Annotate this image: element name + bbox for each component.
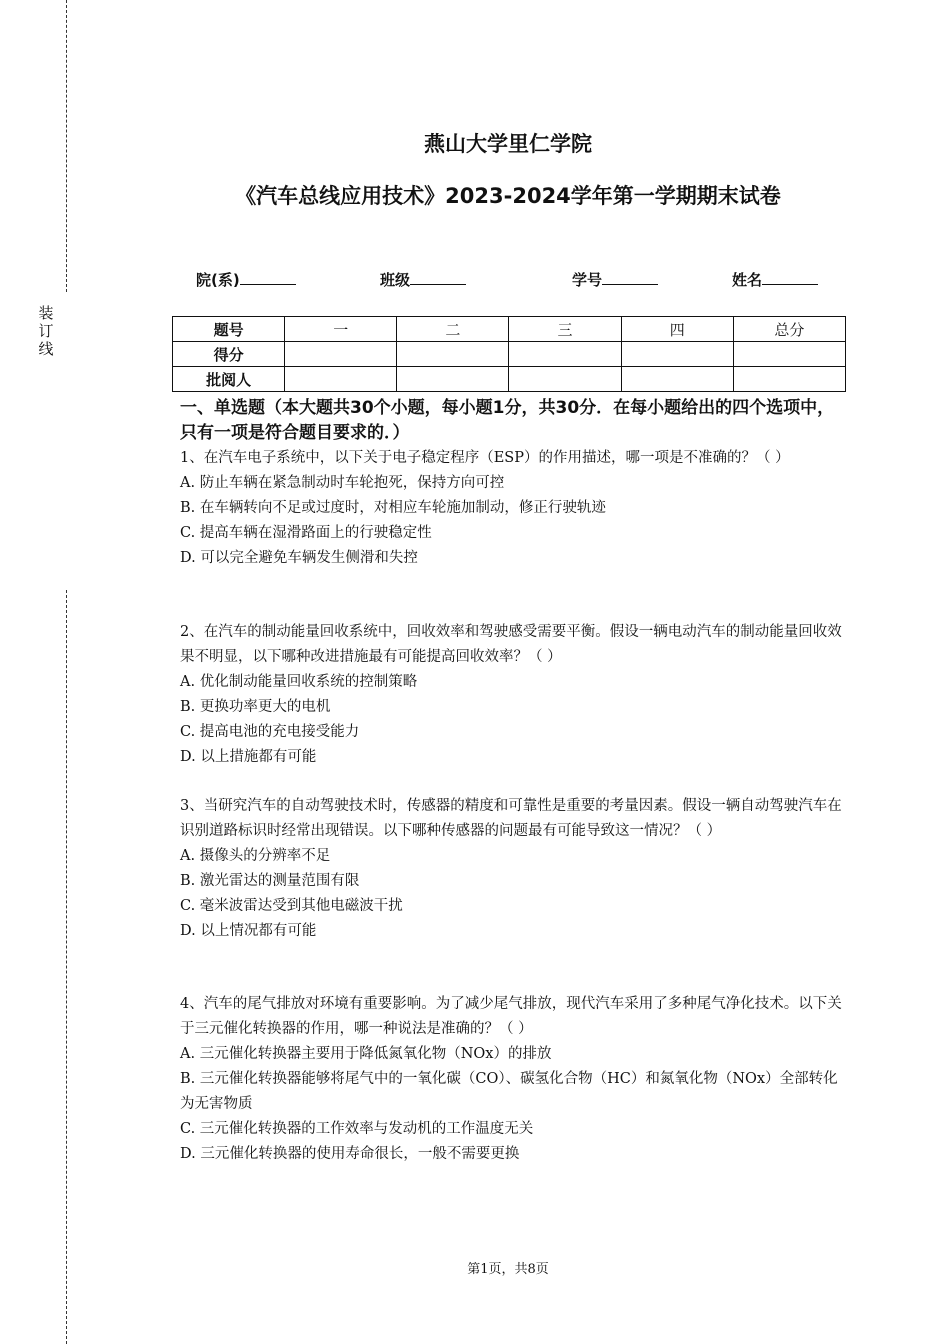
score-cell[interactable]: [285, 342, 397, 367]
grader-cell[interactable]: [397, 367, 509, 392]
student-id-field[interactable]: [572, 269, 658, 290]
grader-cell[interactable]: [509, 367, 621, 392]
name-label: 姓名: [732, 271, 763, 289]
department-label: 院(系): [196, 271, 240, 289]
question-stem: 4、汽车的尾气排放对环境有重要影响。为了减少尾气排放，现代汽车采用了多种尾气净化技术。以下关于三元催化转换器的作用，哪一种说法是准确的？（ ）: [180, 996, 842, 1037]
binding-char: 订: [38, 322, 54, 340]
department-field[interactable]: [196, 269, 296, 290]
class-field[interactable]: [380, 269, 466, 290]
score-row: [173, 342, 846, 367]
grader-cell[interactable]: [733, 367, 845, 392]
question-option[interactable]: D. 三元催化转换器的使用寿命很长，一般不需要更换: [180, 1146, 520, 1162]
binding-char: 线: [38, 340, 54, 358]
score-table-header: 一: [285, 317, 397, 342]
question-2: [180, 620, 842, 770]
question-1: [180, 446, 842, 571]
binding-label: [36, 304, 56, 358]
score-table: [172, 316, 846, 392]
school-name: 燕山大学里仁学院: [424, 132, 592, 156]
question-option[interactable]: B. 三元催化转换器能够将尾气中的一氧化碳（CO）、碳氢化合物（HC）和氮氧化物（NOx）全部转化为无害物质: [180, 1071, 838, 1112]
score-cell[interactable]: [621, 342, 733, 367]
grader-cell[interactable]: [285, 367, 397, 392]
department-blank[interactable]: [240, 270, 296, 285]
question-option[interactable]: B. 在车辆转向不足或过度时，对相应车轮施加制动，修正行驶轨迹: [180, 500, 606, 516]
student-id-blank[interactable]: [602, 270, 658, 285]
grader-row: [173, 367, 846, 392]
section-heading: 一、单选题（本大题共30个小题，每小题1分，共30分．在每小题给出的四个选项中，只有一项是符合题目要求的．）: [180, 398, 835, 443]
student-id-label: 学号: [572, 271, 603, 289]
question-option[interactable]: A. 防止车辆在紧急制动时车轮抱死，保持方向可控: [180, 475, 505, 491]
question-stem: 2、在汽车的制动能量回收系统中，回收效率和驾驶感受需要平衡。假设一辆电动汽车的制动能量回收效果不明显，以下哪种改进措施最有可能提高回收效率？（ ）: [180, 624, 842, 665]
question-option[interactable]: C. 提高电池的充电接受能力: [180, 724, 360, 740]
score-cell[interactable]: [733, 342, 845, 367]
question-option[interactable]: C. 三元催化转换器的工作效率与发动机的工作温度无关: [180, 1121, 534, 1137]
question-option[interactable]: D. 可以完全避免车辆发生侧滑和失控: [180, 550, 418, 566]
binding-char: 装: [38, 304, 54, 322]
score-table-header: 题号: [173, 317, 285, 342]
score-table-header-row: [173, 317, 846, 342]
question-option[interactable]: D. 以上措施都有可能: [180, 749, 317, 765]
score-table-header: 三: [509, 317, 621, 342]
question-3: [180, 794, 842, 944]
class-blank[interactable]: [410, 270, 466, 285]
question-option[interactable]: A. 摄像头的分辨率不足: [180, 848, 331, 864]
score-table-header: 四: [621, 317, 733, 342]
binding-line-bottom: [66, 590, 67, 1344]
name-field[interactable]: [732, 269, 818, 290]
score-row-label: 得分: [173, 342, 285, 367]
class-label: 班级: [380, 271, 411, 289]
page-number: 第1页，共8页: [467, 1262, 549, 1277]
question-option[interactable]: C. 毫米波雷达受到其他电磁波干扰: [180, 898, 403, 914]
question-option[interactable]: B. 激光雷达的测量范围有限: [180, 873, 360, 889]
question-stem: 1、在汽车电子系统中，以下关于电子稳定程序（ESP）的作用描述，哪一项是不准确的？（ ）: [180, 450, 790, 466]
score-cell[interactable]: [397, 342, 509, 367]
score-table-header: 二: [397, 317, 509, 342]
exam-title: 《汽车总线应用技术》2023-2024学年第一学期期末试卷: [235, 184, 781, 208]
name-blank[interactable]: [762, 270, 818, 285]
question-option[interactable]: D. 以上情况都有可能: [180, 923, 317, 939]
grader-row-label: 批阅人: [173, 367, 285, 392]
question-option[interactable]: A. 三元催化转换器主要用于降低氮氧化物（NOx）的排放: [180, 1046, 552, 1062]
question-stem: 3、当研究汽车的自动驾驶技术时，传感器的精度和可靠性是重要的考量因素。假设一辆自动驾驶汽车在识别道路标识时经常出现错误。以下哪种传感器的问题最有可能导致这一情况？（ ）: [180, 798, 842, 839]
question-option[interactable]: A. 优化制动能量回收系统的控制策略: [180, 674, 418, 690]
question-4: [180, 992, 842, 1167]
question-option[interactable]: B. 更换功率更大的电机: [180, 699, 331, 715]
question-option[interactable]: C. 提高车辆在湿滑路面上的行驶稳定性: [180, 525, 432, 541]
grader-cell[interactable]: [621, 367, 733, 392]
score-cell[interactable]: [509, 342, 621, 367]
score-table-header: 总分: [733, 317, 845, 342]
